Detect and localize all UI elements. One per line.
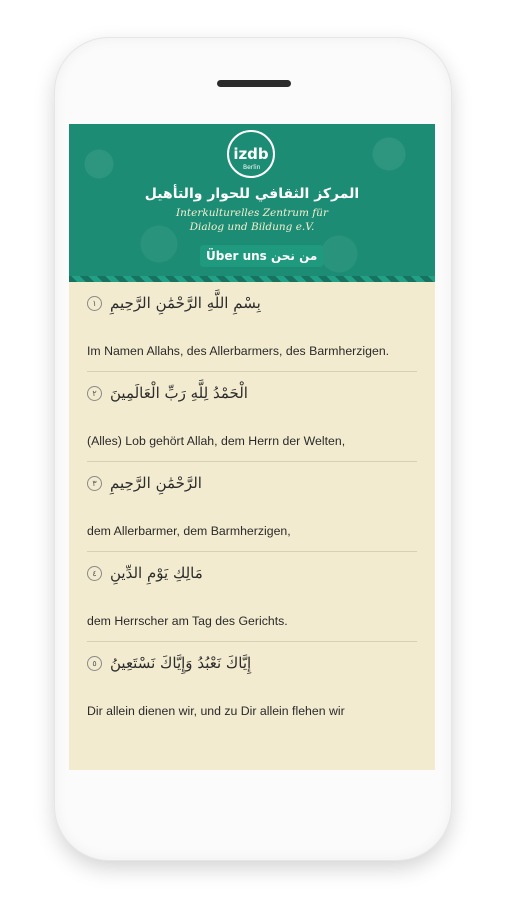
verse-number-badge: ٢ <box>87 386 102 401</box>
verse-item <box>87 462 417 552</box>
verse-number-badge: ٣ <box>87 476 102 491</box>
verse-translation: (Alles) Lob gehört Allah, dem Herrn der Welten, <box>87 434 346 448</box>
header-title-german-line1: Interkulturelles Zentrum für <box>176 207 328 219</box>
verse-arabic-text: مَالِكِ يَوْمِ الدِّينِ <box>110 564 203 582</box>
app-screen <box>69 124 435 770</box>
header-pattern-stripe <box>69 276 435 282</box>
verse-item <box>87 642 417 731</box>
logo-text: izdb <box>233 145 269 163</box>
verse-arabic <box>87 282 417 316</box>
header-title-german-line2: Dialog und Bildung e.V. <box>189 221 315 233</box>
verse-arabic-text: إِيَّاكَ نَعْبُدُ وَإِيَّاكَ نَسْتَعِينُ <box>110 654 252 672</box>
phone-frame <box>55 38 451 860</box>
about-us-button[interactable]: Über uns من نحن <box>200 245 323 267</box>
verse-arabic <box>87 642 417 676</box>
verse-number-badge: ٥ <box>87 656 102 671</box>
verse-arabic-text: بِسْمِ اللَّهِ الرَّحْمَٰنِ الرَّحِيمِ <box>110 294 261 312</box>
verse-list <box>69 282 435 731</box>
verse-translation: Dir allein dienen wir, und zu Dir allein flehen wir <box>87 704 345 718</box>
header-title-arabic: المركز الثقافي للحوار والتأهيل <box>144 186 360 202</box>
app-header <box>69 124 435 282</box>
verse-number-badge: ١ <box>87 296 102 311</box>
verse-translation: Im Namen Allahs, des Allerbarmers, des Barmherzigen. <box>87 344 390 358</box>
verse-item <box>87 372 417 462</box>
verse-arabic-text: الرَّحْمَٰنِ الرَّحِيمِ <box>110 474 202 492</box>
verse-number-badge: ٤ <box>87 566 102 581</box>
verse-arabic <box>87 372 417 406</box>
verse-arabic-text: الْحَمْدُ لِلَّهِ رَبِّ الْعَالَمِينَ <box>110 384 248 402</box>
logo-subtitle: Berlin <box>243 164 261 171</box>
verse-arabic <box>87 462 417 496</box>
verse-translation: dem Allerbarmer, dem Barmherzigen, <box>87 524 291 538</box>
verse-translation: dem Herrscher am Tag des Gerichts. <box>87 614 288 628</box>
verse-arabic <box>87 552 417 586</box>
verse-item <box>87 282 417 372</box>
header-title-german <box>69 206 435 234</box>
phone-speaker <box>217 80 291 87</box>
verse-item <box>87 552 417 642</box>
